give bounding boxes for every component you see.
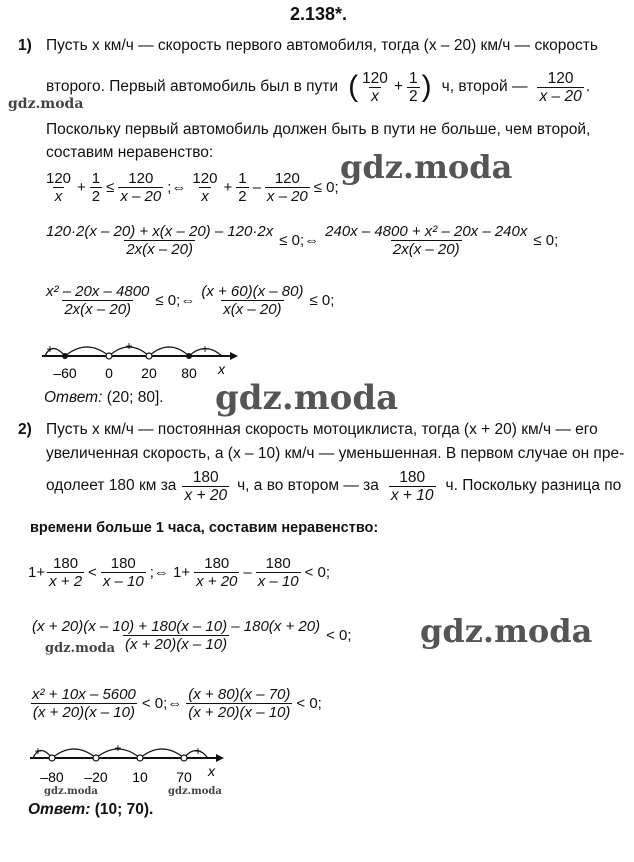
frac-den: (x + 20)(x – 10) [188,703,291,721]
frac-den: x + 20 [184,486,228,504]
part1-line2-text: второго. Первый автомобиль был в пути [46,78,339,95]
frac-num: x² – 20x – 4800 [46,282,150,300]
sign-label: + [34,744,42,758]
one-plus: 1+ [28,563,46,581]
frac-num: 180 [192,468,219,486]
closed-point [186,353,192,359]
minus-sign: – [252,178,261,196]
frac-den: 2 [91,187,101,205]
frac-num: 180 [53,554,79,572]
axis-arrow [230,352,238,360]
frac-num: 1 [409,69,418,87]
frac-num: 120 [547,69,574,87]
open-point [93,755,99,761]
part1-line2: второго. Первый автомобиль был в пути ( $\frac{120}{x}$ + $\frac{1}{2}$ ) ч, второй — $\frac{120}{x - 20}$ . [46,69,591,105]
watermark-small: gdz.moda [44,786,98,797]
watermark-small: gdz.moda [168,786,222,797]
part1-number: 1) [18,37,32,54]
sign-label: + [125,339,133,353]
part2-number-line [28,738,228,786]
open-point [137,755,143,761]
part2-line1: Пусть x км/ч — постоянная скорость мотоциклиста, тогда (x + 20) км/ч — его [46,421,598,438]
sign-label: + [201,342,209,356]
tick-label: 0 [105,365,113,381]
tick-label: –60 [53,365,77,381]
leq-zero: ≤ 0; [309,291,335,309]
open-point [106,353,112,359]
problem-title: 2.138*. [290,4,348,24]
part1-equation2 [42,220,560,260]
equiv-sign: ;⇔ 1+ [149,563,191,581]
part1-equation3 [42,280,336,320]
frac-den: x + 10 [390,486,434,504]
frac-num: 120 [128,169,154,187]
frac-num: x² + 10x – 5600 [32,685,136,703]
frac-den: x – 20 [120,187,162,205]
frac-num: 180 [110,554,136,572]
sign-label: + [46,342,54,356]
frac-num: 1 [91,169,101,187]
frac-den: x [201,187,209,205]
frac-num: 180 [204,554,230,572]
part2-line3 [46,464,621,508]
frac-num: (x + 20)(x – 10) + 180(x – 10) – 180(x + 20) [32,617,321,635]
frac-den: 2x(x – 20) [392,240,460,258]
plus-sign: + [393,78,403,95]
watermark-large: gdz.moda [340,148,513,186]
part1-line2-mid: ч, второй — [441,78,528,95]
frac-den: 2x(x – 20) [126,240,193,258]
frac-num: 120 [46,169,72,187]
equiv-sign: ≤ 0;⇔ [155,291,196,309]
frac-num: 120·2(x – 20) + x(x – 20) – 120·2x [46,222,274,240]
open-point [146,353,152,359]
sign-label: + [194,744,202,758]
frac-den: (x + 20)(x – 10) [32,703,135,721]
tick-label: 80 [181,365,197,381]
frac-den: x(x – 20) [223,300,282,318]
lt-zero: < 0; [296,694,322,712]
frac-den: 2 [238,187,247,205]
lt-zero: < 0; [326,626,352,644]
equiv-sign: ;⇔ [167,178,187,196]
equiv-sign: < 0;⇔ [141,694,183,712]
tick-label: 70 [176,769,192,785]
frac-num: (x + 80)(x – 70) [188,685,291,703]
watermark-small: gdz.moda [45,641,116,656]
tick-label: –20 [84,769,108,785]
frac-num: 180 [399,468,426,486]
minus-sign: – [243,563,252,581]
closed-point [62,353,68,359]
open-point [181,755,187,761]
tick-label: –80 [40,769,64,785]
watermark-small: gdz.moda [8,96,84,112]
part2-line3-mid: ч, а во втором — за [237,477,379,494]
part2-line4: времени больше 1 часа, составим неравенство: [30,520,379,536]
frac-num: 120 [274,169,300,187]
axis-arrow [216,754,224,762]
answer-value: (20; 80]. [106,389,164,406]
plus-sign: + [223,178,233,196]
frac-den: 2 [409,87,418,105]
watermark-large: gdz.moda [215,378,399,418]
sign-label: – [83,339,91,353]
tick-label: 10 [132,769,148,785]
part2-answer [28,800,153,820]
lt-sign: < [88,563,97,581]
part2-number: 2) [18,421,32,438]
frac-den: 2x(x – 20) [64,300,132,318]
lt-zero: < 0; [304,563,331,581]
part2-line3-end: ч. Поскольку разница по [445,477,622,494]
frac-den: x [371,87,379,105]
part1-answer [44,388,164,408]
frac-den: x – 20 [266,187,308,205]
axis-var: x [218,361,225,377]
sign-label: – [158,741,166,755]
frac-den: x – 10 [257,572,299,590]
answer-label: Ответ: [44,389,103,406]
part1-line1: Пусть x км/ч — скорость первого автомобиля, тогда (x – 20) км/ч — скорость [46,37,598,54]
part1-line3: Поскольку первый автомобиль должен быть в пути не больше, чем второй, [46,121,591,138]
part2-line2: увеличенная скорость, а (x – 10) км/ч — уменьшенная. В первом случае он пре- [46,445,625,462]
frac-den: (x + 20)(x – 10) [124,635,228,653]
frac-den: x [54,187,63,205]
frac-den: x – 20 [539,87,582,105]
frac-num: 120 [362,69,388,87]
frac-num: 1 [238,169,247,187]
part2-equation1 [28,550,332,594]
frac-den: x – 10 [102,572,144,590]
part1-number-line [40,336,240,382]
part2-line3-text: одолеет 180 км за [46,477,177,494]
part2-equation3 [28,680,324,726]
leq-zero: ≤ 0; [533,231,559,249]
plus-sign: + [77,178,86,196]
tick-label: 20 [141,365,157,381]
answer-value: (10; 70). [94,801,154,818]
equiv-sign: ≤ 0;⇔ [279,231,320,249]
frac-num: 180 [265,554,291,572]
part1-equation1 [42,167,341,207]
frac-num: (x + 60)(x – 80) [201,282,304,300]
axis-var: x [208,763,215,779]
sign-label: – [70,741,78,755]
part1-line4: составим неравенство: [46,144,214,161]
frac-num: 120 [192,169,218,187]
answer-label: Ответ: [28,801,91,818]
sign-label: – [165,339,173,353]
sign-label: + [114,741,122,755]
watermark-large: gdz.moda [420,612,593,650]
frac-num: 240x – 4800 + x² – 20x – 240x [325,222,528,240]
period: . [585,78,591,95]
leq-sign: ≤ [106,178,115,196]
open-point [49,755,55,761]
leq-zero: ≤ 0; [313,178,339,196]
frac-den: x + 2 [49,572,83,590]
frac-den: x + 20 [196,572,238,590]
